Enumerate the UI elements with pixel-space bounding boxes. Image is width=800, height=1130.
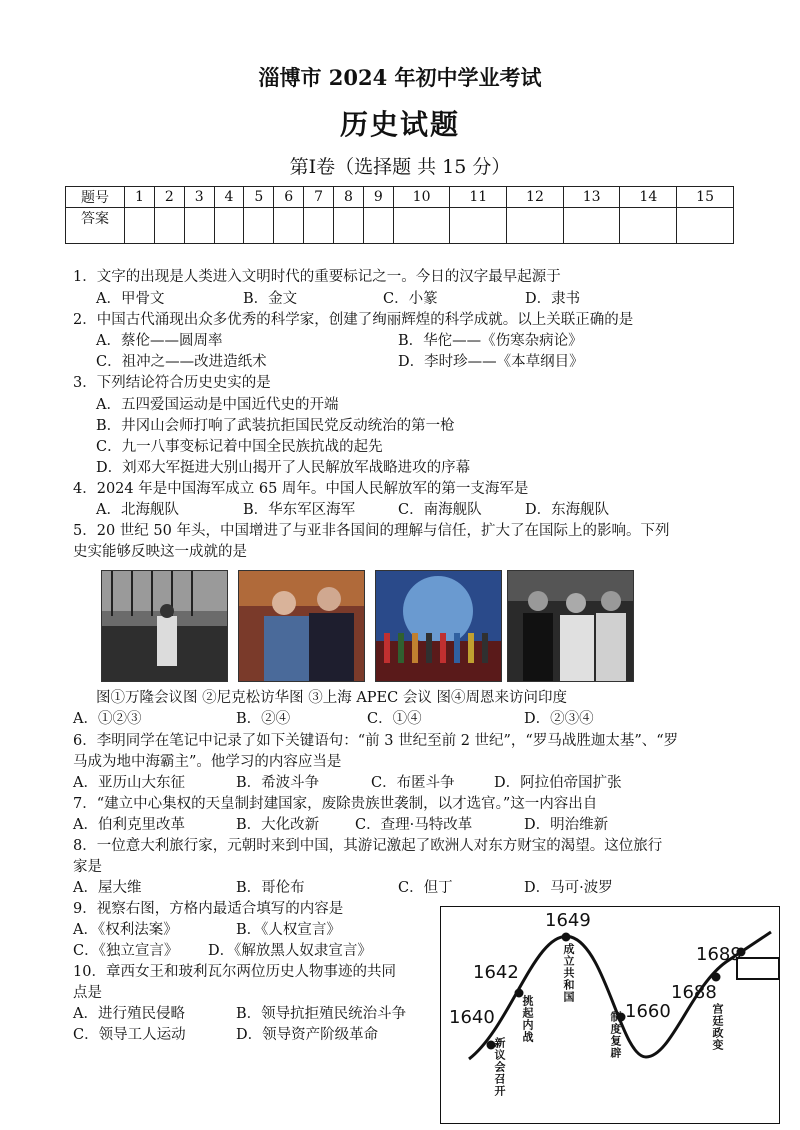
question-6-stem-cont: 马成为地中海霸主”。他学习的内容应当是 <box>73 754 342 770</box>
q9-option-d: D．《解放黑人奴隶宣言》 <box>208 943 372 959</box>
q5-option-d: D．②③④ <box>524 711 594 727</box>
answer-cell[interactable] <box>563 208 620 244</box>
q4-option-c: C．南海舰队 <box>398 502 482 518</box>
answer-cell[interactable] <box>184 208 214 244</box>
q1-option-b: B．金文 <box>243 291 298 307</box>
event-label: 挑起内战 <box>521 995 534 1043</box>
q2-option-d: D．李时珍——《本草纲目》 <box>398 354 584 370</box>
event-label: 新议会召开 <box>493 1037 506 1097</box>
q3-option-d: D．刘邓大军挺进大别山揭开了人民解放军战略进攻的序幕 <box>96 460 471 476</box>
q2-option-b: B．华佗——《伤寒杂病论》 <box>398 333 583 349</box>
answer-cell[interactable] <box>334 208 364 244</box>
table-row-label: 题号 <box>66 187 125 208</box>
question-number: 15 <box>677 187 734 208</box>
zhou-enlai-india-photo <box>507 570 634 682</box>
answer-cell[interactable] <box>450 208 507 244</box>
q9-option-c: C．《独立宣言》 <box>73 943 179 959</box>
blank-answer-box <box>737 958 779 979</box>
q7-option-d: D．明治维新 <box>524 817 609 833</box>
question-7-stem: 7．“建立中心集权的天皇制封建国家，废除贵族世袭制，以才选官。”这一内容出自 <box>73 796 598 812</box>
q6-option-b: B．希波斗争 <box>236 775 320 791</box>
question-number: 3 <box>184 187 214 208</box>
question-number: 11 <box>450 187 507 208</box>
question-8-stem-cont: 家是 <box>73 859 102 875</box>
question-4-stem: 4．2024 年是中国海军成立 65 周年。中国人民解放军的第一支海军是 <box>73 481 529 497</box>
question-number: 10 <box>393 187 450 208</box>
answer-table <box>65 186 734 244</box>
q5-option-b: B．②④ <box>236 711 291 727</box>
q2-option-a: A．蔡伦——圆周率 <box>96 333 223 349</box>
question-number: 7 <box>304 187 334 208</box>
question-number: 5 <box>244 187 274 208</box>
question-9-stem: 9．视察右图，方格内最适合填写的内容是 <box>73 901 344 917</box>
year-label: 1649 <box>545 910 591 931</box>
subject-title: 历史试题 <box>339 108 460 141</box>
q4-option-d: D．东海舰队 <box>525 502 610 518</box>
event-label: 制度复辟 <box>609 1011 622 1059</box>
question-1-stem: 1．文字的出现是人类进入文明时代的重要标记之一。今日的汉字最早起源于 <box>73 269 561 285</box>
q8-option-b: B．哥伦布 <box>236 880 305 896</box>
question-number: 14 <box>620 187 677 208</box>
answer-cell[interactable] <box>507 208 564 244</box>
answer-cell[interactable] <box>125 208 155 244</box>
answer-cell[interactable] <box>154 208 184 244</box>
q4-option-a: A．北海舰队 <box>96 502 179 518</box>
question-number: 8 <box>334 187 364 208</box>
q1-option-d: D．隶书 <box>525 291 581 307</box>
q8-option-a: A．屋大维 <box>73 880 142 896</box>
question-10-stem-cont: 点是 <box>73 985 102 1001</box>
q2-option-c: C．祖冲之——改进造纸术 <box>96 354 267 370</box>
question-2-stem: 2．中国古代涌现出众多优秀的科学家，创建了绚丽辉煌的科学成就。以上关联正确的是 <box>73 312 634 328</box>
question-3-stem: 3．下列结论符合历史史实的是 <box>73 375 271 391</box>
event-label: 宫廷政变 <box>711 1003 724 1051</box>
nixon-visit-photo <box>238 570 365 682</box>
q8-option-d: D．马可·波罗 <box>524 880 613 896</box>
q10-option-b: B．领导抗拒殖民统治斗争 <box>236 1006 407 1022</box>
question-10-stem: 10．章西女王和玻利瓦尔两位历史人物事迹的共同 <box>73 964 396 980</box>
q7-option-b: B．大化改新 <box>236 817 320 833</box>
q9-option-b: B．《人权宣言》 <box>236 922 341 938</box>
q10-option-c: C．领导工人运动 <box>73 1027 186 1043</box>
question-number: 12 <box>507 187 564 208</box>
answer-cell[interactable] <box>214 208 244 244</box>
answer-cell[interactable] <box>304 208 334 244</box>
question-5-stem-cont: 史实能够反映这一成就的是 <box>73 544 247 560</box>
q5-image-caption: 图①万隆会议图 ②尼克松访华图 ③上海 APEC 会议 图④周恩来访问印度 <box>96 690 567 706</box>
q1-option-c: C．小篆 <box>383 291 438 307</box>
question-number: 2 <box>154 187 184 208</box>
table-row-label: 答案 <box>66 208 125 244</box>
q6-option-d: D．阿拉伯帝国扩张 <box>494 775 622 791</box>
question-5-stem: 5．20 世纪 50 年头，中国增进了与亚非各国间的理解与信任，扩大了在国际上的影响。下列 <box>73 523 670 539</box>
question-6-stem: 6．李明同学在笔记中记录了如下关键语句：“前 3 世纪至前 2 世纪”，“罗马战胜迦太基”、“罗 <box>73 733 679 749</box>
exam-title: 淄博市 2024 年初中学业考试 <box>258 65 542 90</box>
q10-option-d: D．领导资产阶级革命 <box>236 1027 379 1043</box>
answer-cell[interactable] <box>244 208 274 244</box>
q5-option-c: C．①④ <box>367 711 422 727</box>
bandung-conference-photo <box>101 570 228 682</box>
q9-option-a: A．《权利法案》 <box>73 922 178 938</box>
q10-option-a: A．进行殖民侵略 <box>73 1006 185 1022</box>
q5-option-a: A．①②③ <box>73 711 142 727</box>
year-label: 1689 <box>696 944 742 965</box>
answer-cell[interactable] <box>677 208 734 244</box>
q1-option-a: A．甲骨文 <box>96 291 165 307</box>
english-revolution-timeline-figure <box>440 906 780 1124</box>
question-8-stem: 8．一位意大利旅行家，元朝时来到中国，其游记激起了欧洲人对东方财宝的渴望。这位旅行 <box>73 838 663 854</box>
answer-cell[interactable] <box>620 208 677 244</box>
year-label: 1660 <box>625 1001 671 1022</box>
answer-cell[interactable] <box>393 208 450 244</box>
year-label: 1640 <box>449 1007 495 1028</box>
q4-option-b: B．华东军区海军 <box>243 502 356 518</box>
question-number: 13 <box>563 187 620 208</box>
q7-option-a: A．伯利克里改革 <box>73 817 185 833</box>
q3-option-c: C．九一八事变标记着中国全民族抗战的起先 <box>96 439 383 455</box>
answer-cell[interactable] <box>363 208 393 244</box>
question-number: 1 <box>125 187 155 208</box>
year-label: 1688 <box>671 982 717 1003</box>
q3-option-b: B．井冈山会师打响了武装抗拒国民党反动统治的第一枪 <box>96 418 455 434</box>
section-title: 第Ⅰ卷（选择题 共 15 分） <box>289 156 511 178</box>
question-number: 6 <box>274 187 304 208</box>
q8-option-c: C．但丁 <box>398 880 453 896</box>
question-number: 4 <box>214 187 244 208</box>
event-label: 成立共和国 <box>562 943 575 1003</box>
q6-option-c: C．布匿斗争 <box>371 775 455 791</box>
q7-option-c: C．查理·马特改革 <box>355 817 473 833</box>
shanghai-apec-photo <box>375 570 502 682</box>
q6-option-a: A．亚历山大东征 <box>73 775 185 791</box>
question-number: 9 <box>363 187 393 208</box>
year-label: 1642 <box>473 962 519 983</box>
q3-option-a: A．五四爱国运动是中国近代史的开端 <box>96 397 339 413</box>
answer-cell[interactable] <box>274 208 304 244</box>
